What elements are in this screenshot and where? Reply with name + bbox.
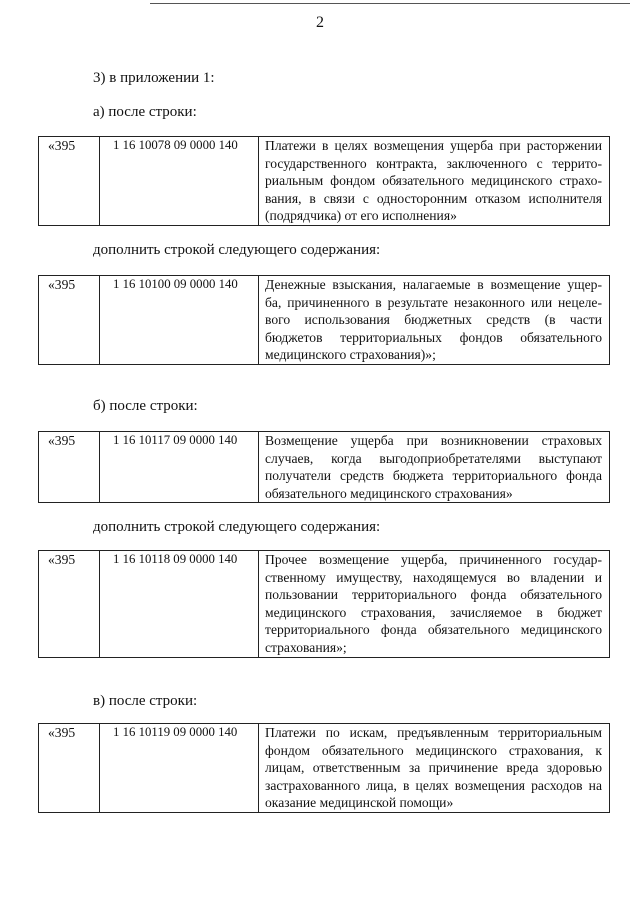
label-add-1: дополнить строкой следующего содержания:	[93, 242, 381, 258]
kbk-cell: 1 16 10100 09 0000 140	[100, 276, 259, 365]
description-line: Денежные взыскания, налагаемые в возмещение ущер-	[265, 277, 602, 292]
description-line: ба, причиненного в результате незаконного или нецеле-	[265, 294, 602, 310]
label-add-2: дополнить строкой следующего содержания:	[93, 519, 381, 535]
description-line: риальным фондом обязательного медицинского страхо-	[265, 173, 602, 189]
description-line: Прочее возмещение ущерба, причиненного государ-	[265, 552, 602, 567]
kbk-cell: 1 16 10117 09 0000 140	[100, 432, 259, 503]
description-line: Платежи по искам, предъявленным территориальным	[265, 725, 602, 740]
top-rule	[150, 3, 630, 4]
description-line: фондом обязательного медицинского страхования, к	[265, 742, 602, 758]
description-line: вого использования бюджетных средств (в части	[265, 312, 602, 328]
row-table-3	[38, 431, 610, 503]
description-line: случаев, когда выгодоприобретателями выступают	[265, 450, 602, 466]
row-table-2	[38, 275, 610, 365]
kbk-cell: 1 16 10119 09 0000 140	[100, 724, 259, 813]
code-cell: «395	[39, 551, 100, 658]
description-cell	[259, 276, 610, 365]
description-line: вания, в связи с односторонним отказом исполнителя	[265, 190, 602, 206]
code-cell: «395	[39, 432, 100, 503]
label-after-c: в) после строки:	[93, 693, 198, 709]
kbk-cell: 1 16 10118 09 0000 140	[100, 551, 259, 658]
row-table-1	[38, 136, 610, 226]
description-line: оказание медицинской помощи»	[265, 795, 454, 811]
description-line: государственного контракта, заключенного с террито-	[265, 155, 602, 171]
description-line: Платежи в целях возмещения ущерба при расторжении	[265, 138, 602, 153]
description-cell	[259, 137, 610, 226]
description-line: бюджетов территориальных фондов обязательного	[265, 329, 602, 345]
description-line: получатели средств бюджета территориального фонда	[265, 468, 602, 484]
row-table-5	[38, 723, 610, 813]
description-cell	[259, 724, 610, 813]
description-line: (подрядчика) от его исполнения»	[265, 208, 457, 224]
description-line: страхования»;	[265, 639, 347, 655]
description-line: обязательного медицинского страхования»	[265, 485, 513, 501]
description-line: территориального фонда обязательного медицинского	[265, 622, 602, 638]
description-cell	[259, 551, 610, 658]
description-line: ственному имуществу, находящемуся во владении и	[265, 569, 602, 585]
description-line: пользовании территориального фонда обязательного	[265, 587, 602, 603]
label-after-a: а) после строки:	[93, 104, 197, 120]
description-line: лицам, ответственным за причинение вреда здоровью	[265, 760, 602, 776]
row-table-4	[38, 550, 610, 658]
description-line: медицинского страхования)»;	[265, 347, 436, 363]
page-number: 2	[316, 14, 324, 31]
description-line: медицинского страхования, зачисляемое в бюджет	[265, 604, 602, 620]
description-line: застрахованного лица, в целях возмещения расходов на	[265, 777, 602, 793]
label-after-b: б) после строки:	[93, 398, 198, 414]
code-cell: «395	[39, 137, 100, 226]
item-intro: 3) в приложении 1:	[93, 70, 215, 86]
code-cell: «395	[39, 276, 100, 365]
description-line: Возмещение ущерба при возникновении страховых	[265, 433, 602, 448]
kbk-cell: 1 16 10078 09 0000 140	[100, 137, 259, 226]
code-cell: «395	[39, 724, 100, 813]
description-cell	[259, 432, 610, 503]
